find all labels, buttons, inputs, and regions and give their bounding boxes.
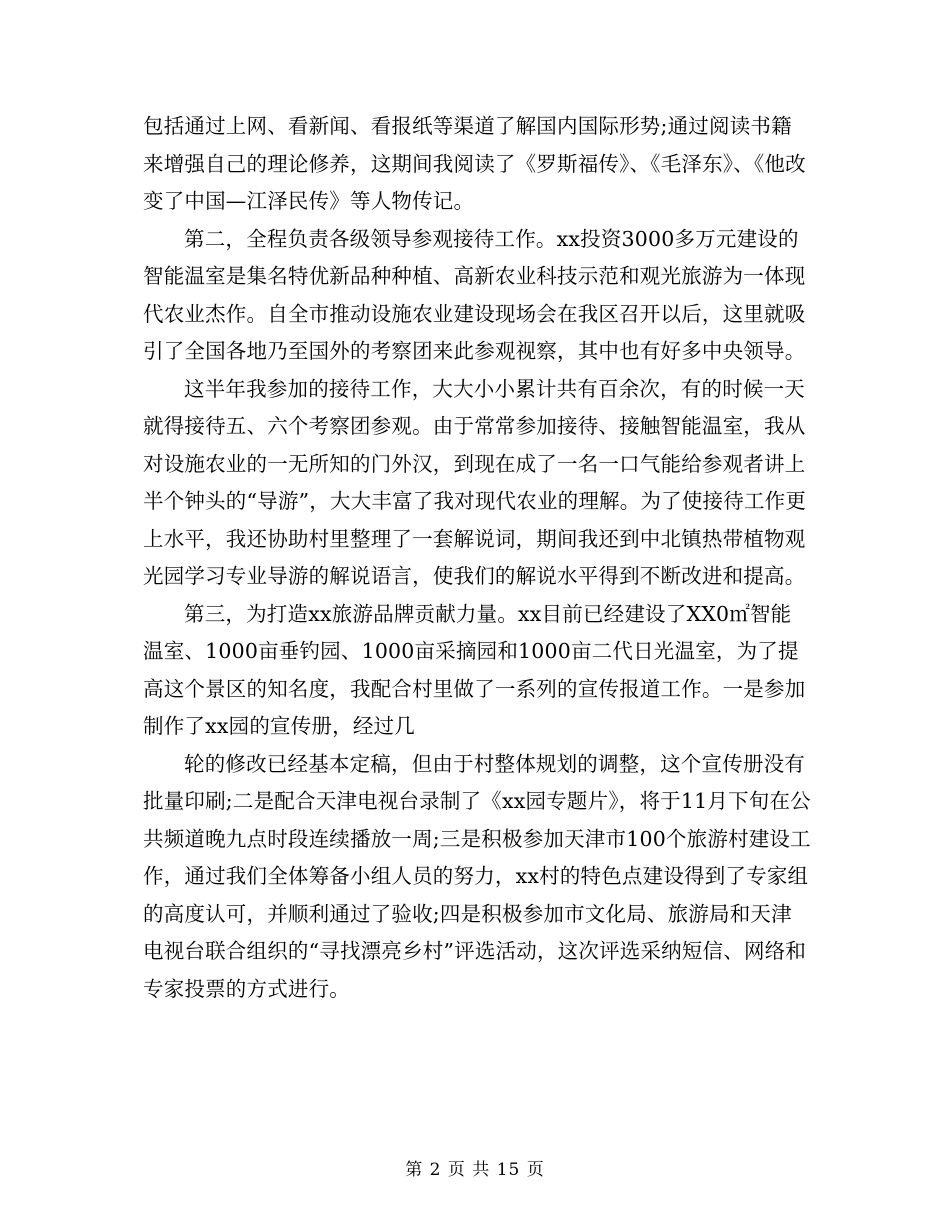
paragraph-2: 第二，全程负责各级领导参观接待工作。xx投资3000多万元建设的智能温室是集名特优新品种种植、高新农业科技示范和观光旅游为一体现代农业杰作。自全市推动设施农业建设现场会在我区召开以后，这里就吸引了全国各地乃至国外的考察团来此参观视察，其中也有好多中央领导。 [143,226,806,363]
document-body [143,108,811,1008]
paragraph-4: 第三，为打造xx旅游品牌贡献力量。xx目前已经建设了XX0㎡智能温室、1000亩垂钓园、1000亩采摘园和1000亩二代日光温室，为了提高这个景区的知名度，我配合村里做了一系列的宣传报道工作。一是参加制作了xx园的宣传册，经过几 [143,601,806,738]
page-number-footer: 第 2 页 共 15 页 [405,1160,545,1180]
paragraph-3: 这半年我参加的接待工作，大大小小累计共有百余次，有的时候一天就得接待五、六个考察团参观。由于常常参加接待、接触智能温室，我从对设施农业的一无所知的门外汉，到现在成了一名一口气能给参观者讲上半个钟头的“导游”，大大丰富了我对现代农业的理解。为了使接待工作更上水平，我还协助村里整理了一套解说词，期间我还到中北镇热带植物观光园学习专业导游的解说语言，使我们的解说水平得到不断改进和提高。 [143,376,807,588]
paragraph-1: 包括通过上网、看新闻、看报纸等渠道了解国内国际形势;通过阅读书籍来增强自己的理论修养，这期间我阅读了《罗斯福传》、《毛泽东》、《他改变了中国—江泽民传》等人物传记。 [143,114,806,213]
paragraph-5: 轮的修改已经基本定稿，但由于村整体规划的调整，这个宣传册没有批量印刷;二是配合天津电视台录制了《xx园专题片》，将于11月下旬在公共频道晚九点时段连续播放一周;三是积极参加天津市100个旅游村建设工作，通过我们全体筹备小组人员的努力，xx村的特色点建设得到了专家组的高度认可，并顺利通过了验收;四是积极参加市文化局、旅游局和天津电视台联合组织的“寻找漂亮乡村”评选活动，这次评选采纳短信、网络和专家投票的方式进行。 [143,751,811,1001]
